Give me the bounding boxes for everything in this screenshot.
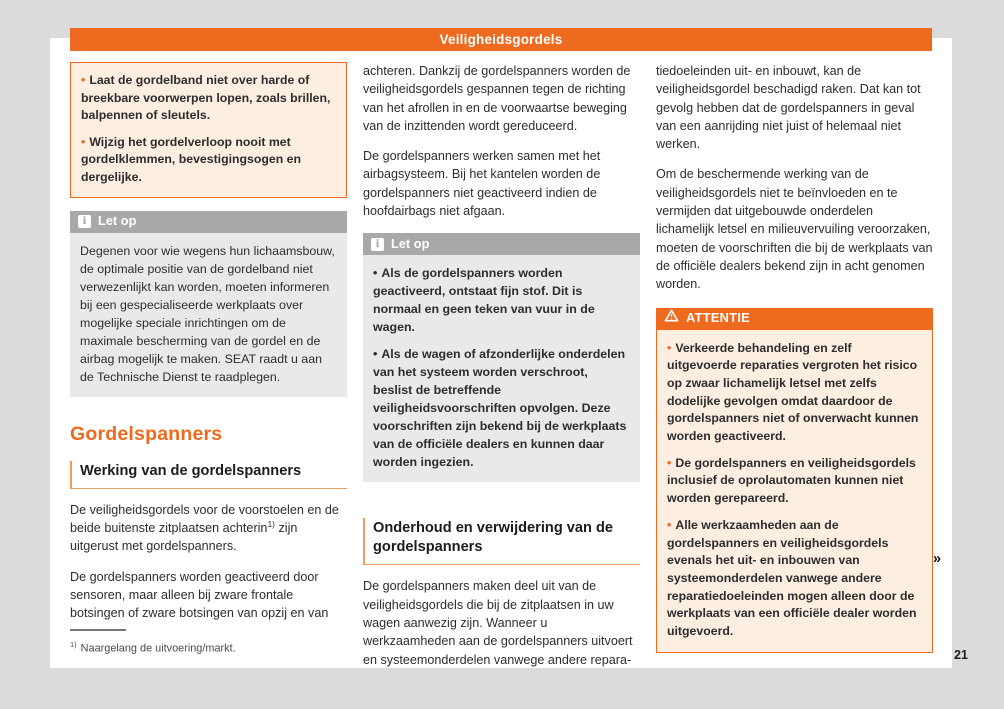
- footnote-divider: [70, 629, 126, 631]
- body-paragraph: tiedoeleinden uit- en inbouwt, kan de veiligheidsgordel beschadigd raken. Dat kan tot gevolg hebben dat de gordelspanners in geval van een aanrijding niet juist of helemaal niet werken.: [656, 64, 921, 152]
- body-paragraph: De gordelspanners werken samen met het airbagsysteem. Bij het kantelen worden de gordelspanners niet geactiveerd indien de hoofdairbags niet afgaan.: [363, 149, 601, 219]
- attention-warning-box: [656, 308, 933, 653]
- note-bullet-text: Als de wagen of afzonderlijke onderdelen van het systeem worden verschroot, beslist de betreffende veiligheidsvoorschriften opvolgen. Deze voorschriften zijn bekend bij de werkplaats van de officiële dealers en kunnen daar worden ingezien.: [373, 347, 627, 470]
- attention-bullet-text: De gordelspanners en veiligheidsgordels inclusief de oprolautomaten kunnen niet worden gerepareerd.: [667, 455, 916, 506]
- bullet-icon: •: [667, 517, 672, 532]
- footnote-text: [70, 638, 347, 656]
- info-icon: i: [78, 215, 91, 228]
- note-box-body: Degenen voor wie wegens hun lichaamsbouw, de optimale positie van de gordelband niet verwezenlijkt kan worden, moeten informeren bij een gespecialiseerde werkplaats over mogelijke speciale inrichtingen om de maximale bescherming van de gordel en de airbag mogelijk te maken. SEAT raadt u aan de Technische Dienst te raadplegen.: [70, 233, 347, 397]
- warning-bullet-item: [81, 134, 336, 187]
- bullet-icon: •: [667, 340, 672, 355]
- footnote: [70, 629, 347, 656]
- section-heading: Gordelspanners: [70, 422, 223, 445]
- note-box-let-op: [70, 211, 347, 397]
- footnote-reference: 1): [267, 518, 275, 529]
- note-box-header: [70, 211, 347, 233]
- paragraph-text: zijn uitgerust met gordelspanners.: [70, 521, 298, 554]
- right-column: [656, 62, 933, 653]
- body-paragraph: De gordelspanners worden geactiveerd door sensoren, maar alleen bij zware frontale botsingen of zware botsingen van opzij en van: [70, 569, 329, 621]
- bullet-icon: •: [373, 347, 378, 362]
- page-header-title: Veiligheidsgordels: [70, 28, 932, 51]
- bullet-icon: •: [373, 266, 378, 281]
- warning-bullet-item: [81, 72, 336, 125]
- left-column: [70, 62, 347, 623]
- bullet-icon: •: [81, 73, 86, 87]
- page-number: 21: [954, 648, 968, 662]
- attention-bullet-text: Alle werkzaamheden aan de gordelspanners en veiligheidsgordels evenals het uit- en inbouwen van systeemonderdelen vanwege andere reparatiedoeleinden mogen alleen door de werkplaats van een officiële dealer worden uitgevoerd.: [667, 517, 917, 639]
- attention-bullet-text: Verkeerde behandeling en zelf uitgevoerde reparaties vergroten het risico op zwaar lichamelijk letsel met zelfs dodelijke gevolgen omdat daardoor de gordelspanners niet of onverwacht kunnen worden geactiveerd.: [667, 340, 919, 444]
- bullet-icon: •: [81, 134, 86, 149]
- subsection-heading: Onderhoud en verwijdering van de gordelspanners: [363, 518, 640, 565]
- continuation-marker: »: [933, 551, 942, 567]
- attention-box-header: [656, 308, 933, 330]
- body-paragraph: achteren. Dankzij de gordelspanners worden de veiligheidsgordels gespannen tegen de richting van het afrollen in en de voorwaartse beweging van de inzittenden wordt gereduceerd.: [363, 64, 631, 133]
- note-box-body: [363, 255, 640, 482]
- note-box-title: Let op: [98, 213, 137, 229]
- body-paragraph: [70, 501, 347, 556]
- note-bullet-item: [373, 345, 630, 471]
- note-box-let-op: [363, 233, 640, 482]
- body-paragraph: De gordelspanners maken deel uit van de veiligheidsgordels die bij de zitplaatsen in uw wagen aanwezig zijn. Wanneer u werkzaamheden aan de gordelspanners uitvoert en systeemonderdelen vanwege andere repara-: [363, 579, 633, 667]
- attention-bullet-item: [667, 455, 922, 508]
- footnote-marker: 1): [70, 640, 77, 649]
- note-bullet-text: Als de gordelspanners worden geactiveerd, ontstaat fijn stof. Dit is normaal en geen teken van vuur in de wagen.: [373, 266, 595, 335]
- note-bullet-item: [373, 264, 630, 336]
- attention-bullet-item: [667, 340, 922, 446]
- paragraph-text: De veiligheidsgordels voor de voorstoelen en de beide buitenste zitplaatsen achterin: [70, 502, 339, 536]
- warning-bullet-text: Wijzig het gordelverloop nooit met gordelklemmen, bevestigingsogen en dergelijke.: [81, 134, 302, 184]
- body-paragraph: Om de beschermende werking van de veiligheidsgordels niet te beïnvloeden en te vermijden dat uitgebouwde onderdelen lichamelijk letsel en milieuvervuiling veroorzaken, moeten de voorschriften die bij de werkplaats van de officiële dealers bekend zijn in acht genomen worden.: [656, 167, 933, 292]
- middle-column: [363, 62, 640, 669]
- bullet-icon: •: [667, 455, 672, 470]
- attention-box-title: ATTENTIE: [686, 310, 751, 326]
- info-icon: i: [371, 238, 384, 251]
- subsection-heading: Werking van de gordelspanners: [70, 461, 347, 489]
- attention-box-body: [656, 330, 933, 653]
- footnote-body: Naargelang de uitvoering/markt.: [80, 642, 236, 655]
- note-box-title: Let op: [391, 236, 430, 252]
- attention-bullet-item: [667, 517, 922, 641]
- warning-bullet-text: Laat de gordelband niet over harde of breekbare voorwerpen lopen, zoals brillen, balpennen of sleutels.: [81, 73, 331, 123]
- note-box-header: [363, 233, 640, 255]
- warning-continuation-box: [70, 62, 347, 198]
- warning-triangle-icon: [664, 309, 679, 327]
